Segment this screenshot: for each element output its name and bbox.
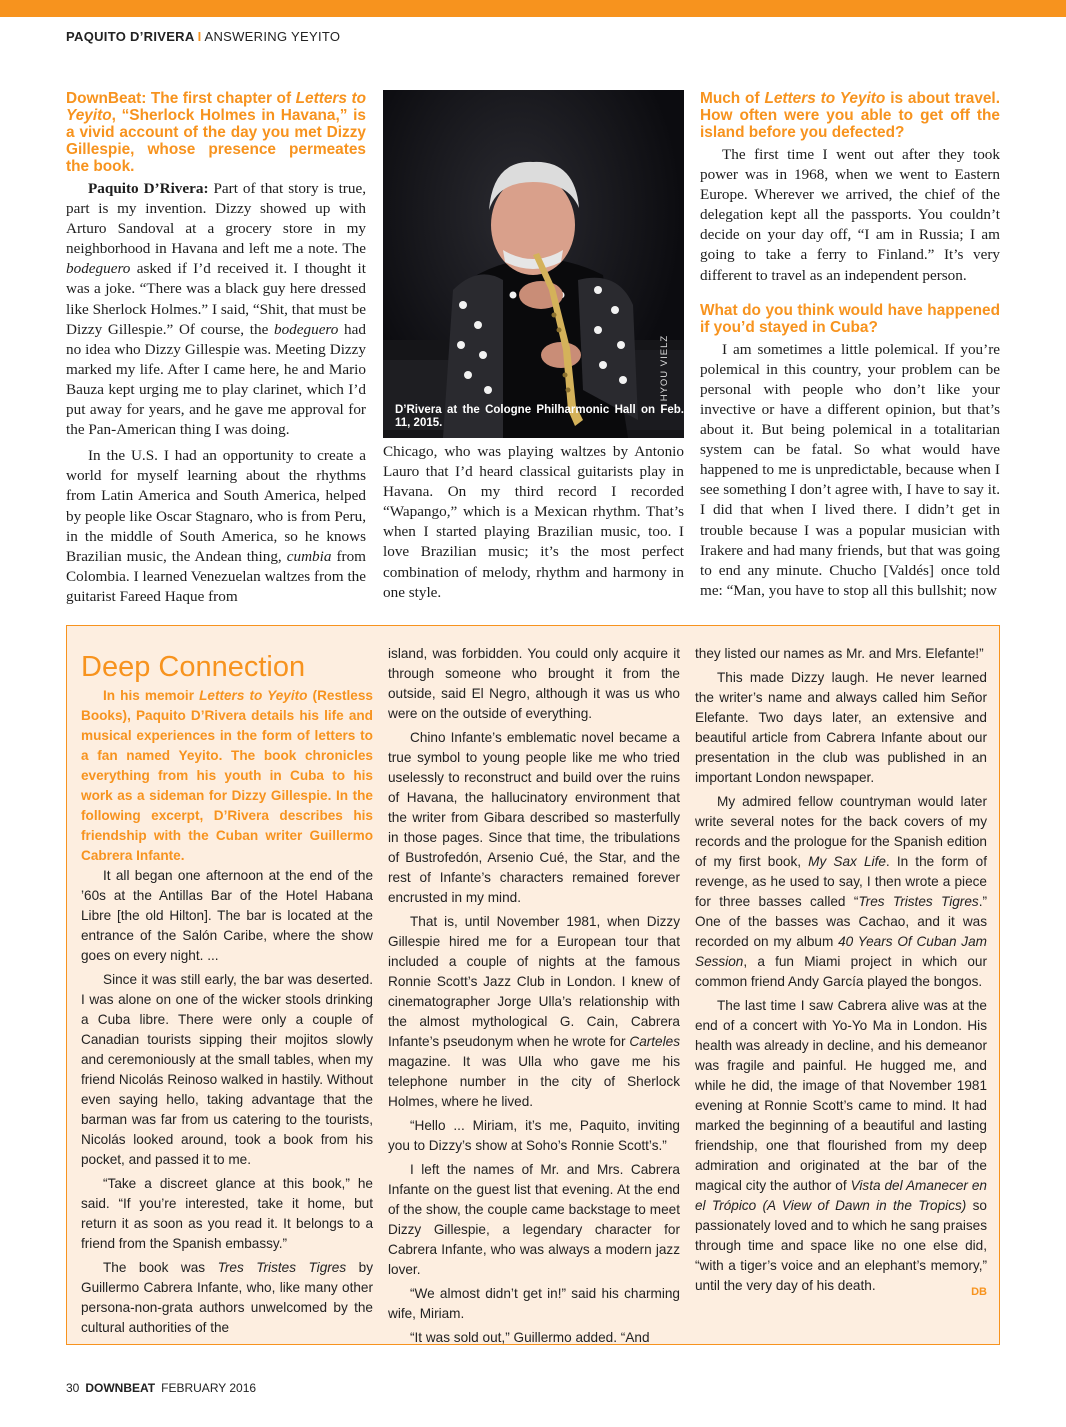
sidebar-paragraph: “Take a discreet glance at this book,” he said. “If you’re interested, take it home, but return it as soon as you read it. It belongs to a friend from the Spanish embassy.” [81, 1176, 373, 1251]
photo-credit: HYOU VIELZ [658, 334, 670, 402]
sidebar-paragraph: “It was sold out,” Guillermo added. “And [410, 1330, 650, 1345]
sidebar-paragraph: “Hello ... Miriam, it’s me, Paquito, inviting you to Dizzy’s show at Soho’s Ronnie Scott’s.” [388, 1118, 680, 1153]
answer-2: The first time I went out after they took power was in 1968, when we went to Eastern Europe. Wherever we arrived, the chief of the delegation kept all the passports. You couldn’t decide on your day off, “I am in Russia; I am going to take a ferry to Finland.” It’s very different to travel as an independent person. [700, 146, 1000, 284]
answer-1-continuation: Chicago, who was playing waltzes by Antonio Lauro that I’d heard classical guitarists play in Havana. On my third record I recorded “Wapango,” which is a Mexican rhythm. That’s when I started playing Brazilian music, too. I love Brazilian music; it’s the most perfect combination of melody, rhythm and harmony in one style. [383, 443, 684, 601]
question-3: What do you think would have happened if you’d stayed in Cuba? [700, 301, 1000, 336]
sidebar-paragraph: My admired fellow countryman would later write several notes for the back covers of my records and the prologue for the Spanish edition of my first book, My Sax Life. In the form of revenge, as he used to say, I then wrote a piece for three basses called “Tres Tristes Tigres.” One of the basses was Cachao, and it was recorded on my album 40 Years Of Cuban Jam Session, a fun Miami project in which our common friend Andy García played the bongos. [695, 794, 988, 989]
running-head-name: PAQUITO D’RIVERA [66, 29, 195, 44]
sidebar-paragraph: It all began one afternoon at the end of the ’60s at the Antillas Bar of the Hotel Habana Libre [the old Hilton]. The bar is located at the entrance of the Salón Caribe, where the show goes on every night. ... [81, 868, 373, 963]
sidebar-paragraph: The last time I saw Cabrera alive was at the end of a concert with Yo-Yo Ma in London. His health was already in decline, and his demeanor was fragile and painful. He hugged me, and while he did, the image of that November 1981 evening at Ronnie Scott’s came to mind. It had marked the beginning of a beautiful and lasting friendship, one that flourished from my deep admiration and originated at the bar of the magical city the author of Vista del Amanecer en el Trópico (A View of Dawn in the Tropics) so passionately loved and to which he sang praises through time and space like no one else did, “with a tiger’s voice and an elephant’s memory,” until the very day of his death. DB [695, 996, 987, 1296]
answer-1-paragraph-1: Paquito D’Rivera: Part of that story is true, part is my invention. Dizzy showed up with Arturo Sandoval at a grocery store in my neighborhood in Havana and left me a note. The bodeguero asked if I’d received it. I thought it was a joke. “There was a black guy here dressed like Sherlock Holmes.” I said, “Shit, that must be Dizzy Gillespie.” Of course, the bodeguero had no idea who Dizzy Gillespie was. Meeting Dizzy marked my life. After I came here, he and Mario Bauza kept urging me to play clarinet, which I’d put away for years, and he gave me approval for the Pan-American thing I was doing. [66, 180, 366, 439]
sidebar-title: Deep Connection [81, 651, 306, 683]
running-head-separator: I [197, 29, 202, 44]
sidebar-paragraph: That is, until November 1981, when Dizzy Gillespie hired me for a European tour that included a couple of nights at the famous Ronnie Scott’s Jazz Club in London. I knew of cinematographer Jorge Ulla’s relationship with the almost mythological G. Cain, Cabrera Infante’s pseudonym when he wrote for Carteles magazine. It was Ulla who gave me his telephone number in the city of Sherlock Holmes, where he lived. [388, 914, 680, 1109]
question-1: DownBeat: The first chapter of Letters to Yeyito, “Sherlock Holmes in Havana,” is a vivid account of the day you met Dizzy Gillespie, whose presence permeates the book. [66, 90, 367, 175]
sidebar-paragraph: Chino Infante’s emblematic novel became a true symbol to young people like me who tried uselessly to reconstruct and build over the ruins of Havana, the hallucinatory environment that the writer from Gibara described so masterfully in those pages. Since that time, the tribulations of Bustrofedón, Arsenio Cué, the Star, and the rest of Infante’s characters remained forever encrusted in my mind. [388, 730, 680, 905]
sidebar-paragraph: they listed our names as Mr. and Mrs. Elefante!” [695, 646, 984, 661]
page-number: 30 [66, 1381, 80, 1395]
article-column-3 [700, 90, 1000, 600]
article-column-2-text [383, 442, 684, 603]
magazine-name: DOWNBEAT [85, 1381, 156, 1395]
page-footer [66, 1381, 256, 1395]
running-head-section: ANSWERING YEYITO [204, 29, 341, 44]
photo-musician-clarinet [383, 90, 684, 438]
top-accent-bar [0, 0, 1066, 17]
sidebar-paragraph: I left the names of Mr. and Mrs. Cabrera Infante on the guest list that evening. At the end of the show, the couple came backstage to meet Dizzy Gillespie, a legendary character for Cabrera Infante, who was always a modern jazz lover. [388, 1162, 680, 1277]
answer-1-paragraph-2: In the U.S. I had an opportunity to create a world for myself learning about the rhythms from Latin America and South America, helped by people like Oscar Stagnaro, who is from Peru, in the middle of South America, so he knows Brazilian music, the Andean thing, cumbia from Colombia. I learned Venezuelan waltzes from the guitarist Fareed Haque from [66, 447, 366, 605]
answer-3: I am sometimes a little polemical. If you’re polemical in this country, your problem can be personal with people who don’t like your invective or have a different opinion, but that’s about it. But being polemical in a totalitarian system can be fatal. So what would have happened to me is unpredictable, because when I see something I don’t agree with, I have to say it. I did that when I lived there. I didn’t get in trouble because I was a popular musician with Irakere and had many friends, but that was going to end any minute. Chucho [Valdés] once told me: “Man, you have to stop all this bullshit; now [700, 340, 1000, 599]
sidebar-paragraph: Since it was still early, the bar was deserted. I was alone on one of the wicker stools drinking a Cuba libre. There were only a couple of Canadian tourists sipping their mojitos slowly and ceremoniously at the small tables, when my friend Nicolás Reinoso walked in hastily. Without even saying hello, taking advantage that the barman was far from us catering to the tourists, Nicolás looked around, took a book from his pocket, and passed it to me. [81, 972, 373, 1167]
sidebar-column-1 [81, 644, 373, 1334]
end-mark: DB [971, 1286, 987, 1298]
article-column-2 [383, 90, 684, 600]
sidebar-paragraph: This made Dizzy laugh. He never learned the writer’s name and always called him Señor Elefante. Two days later, an extensive and beautiful article from Cabrera Infante about our presentation in the club was published in an important London newspaper. [695, 670, 987, 785]
sidebar-paragraph: The book was Tres Tristes Tigres by Guillermo Cabrera Infante, who, like many other persona-non-grata authors unwelcomed by the cultural authorities of the [81, 1260, 374, 1335]
question-2: Much of Letters to Yeyito is about travel. How often were you able to get off the island before you defected? [700, 90, 1000, 141]
sidebar-paragraph: “We almost didn’t get in!” said his charming wife, Miriam. [388, 1286, 680, 1321]
speaker-name: Paquito D’Rivera: [88, 180, 209, 197]
article-column-1 [66, 90, 367, 605]
sidebar-column-2 [388, 644, 680, 1345]
sidebar-intro: In his memoir Letters to Yeyito (Restless Books), Paquito D’Rivera details his life and musical experiences in the form of letters to a fan named Yeyito. The book chronicles everything from his youth in Cuba to his work as a sideman for Dizzy Gillespie. In the following excerpt, D’Rivera describes his friendship with the Cuban writer Guillermo Cabrera Infante. [81, 688, 373, 863]
running-head [66, 29, 340, 44]
sidebar-column-3 [695, 644, 987, 1334]
issue-date: FEBRUARY 2016 [161, 1381, 257, 1395]
sidebar-paragraph: island, was forbidden. You could only acquire it through someone who brought it from the outside, said El Negro, although it was us who were on the outside of everything. [388, 646, 680, 721]
photo-caption: D’Rivera at the Cologne Philharmonic Hall on Feb. 11, 2015. [395, 404, 684, 429]
photo-illustration [383, 90, 684, 438]
sidebar-deep-connection [66, 625, 1000, 1345]
